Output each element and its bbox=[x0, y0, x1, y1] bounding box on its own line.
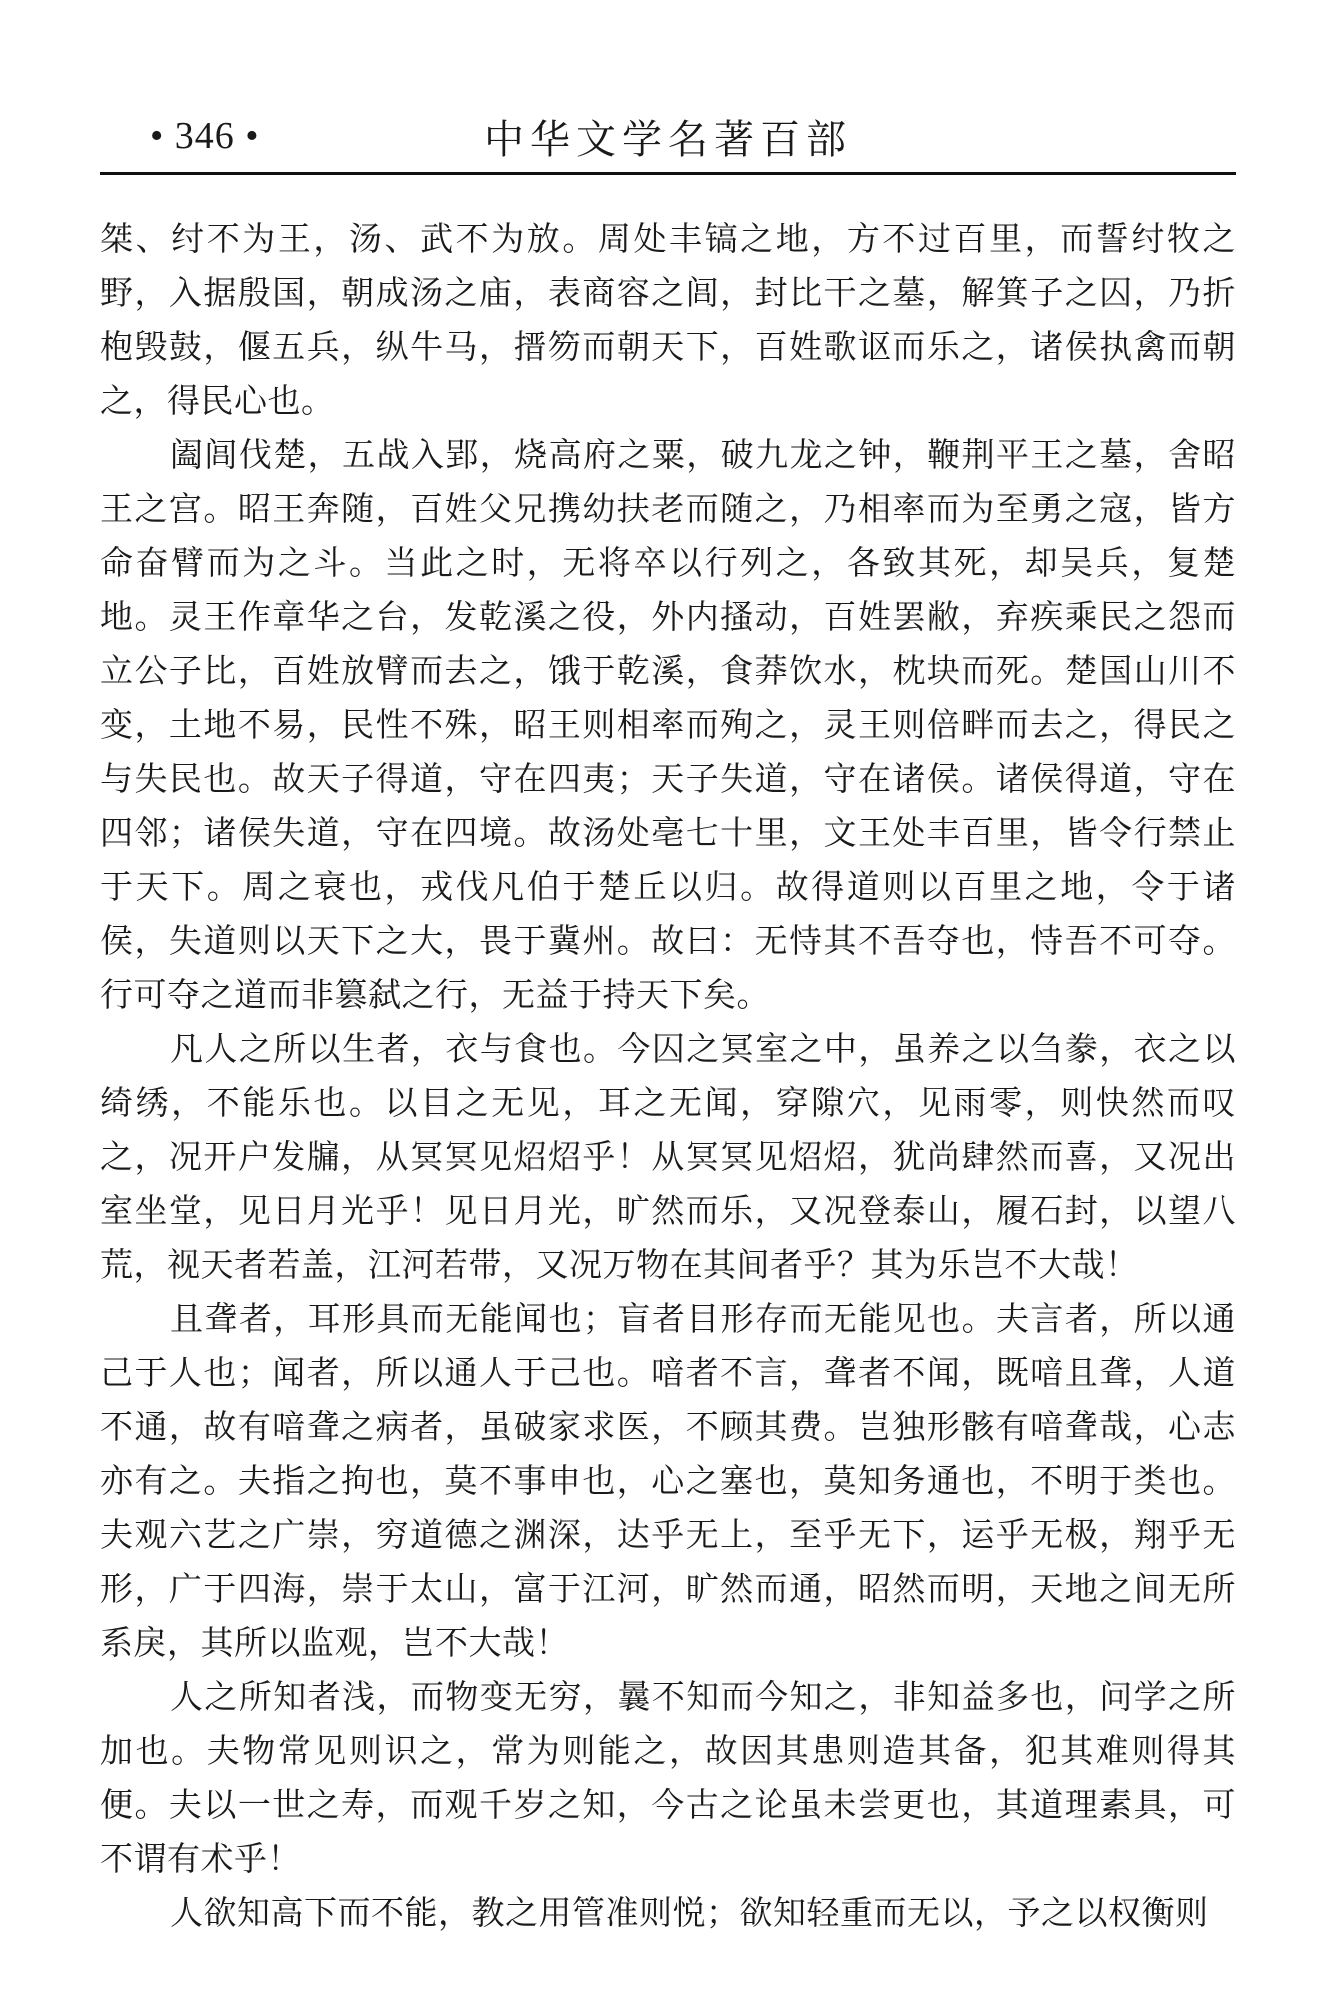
page-number: • 346 • bbox=[150, 115, 260, 157]
page-header bbox=[100, 108, 1236, 168]
header-rule bbox=[100, 172, 1236, 175]
body-text bbox=[100, 212, 1236, 1940]
paragraph: 桀、纣不为王，汤、武不为放。周处丰镐之地，方不过百里，而誓纣牧之野，入据殷国，朝成汤之庙，表商容之闾，封比干之墓，解箕子之囚，乃折枹毁鼓，偃五兵，纵牛马，搢笏而朝天下，百姓歌讴而乐之，诸侯执禽而朝之，得民心也。 bbox=[100, 219, 1236, 420]
paragraph: 且聋者，耳形具而无能闻也；盲者目形存而无能见也。夫言者，所以通己于人也；闻者，所以通人于己也。喑者不言，聋者不闻，既喑且聋，人道不通，故有喑聋之病者，虽破家求医，不顾其费。岂独形骸有喑聋哉，心志亦有之。夫指之拘也，莫不事申也，心之塞也，莫知务通也，不明于类也。夫观六艺之广崇，穷道德之渊深，达乎无上，至乎无下，运乎无极，翔乎无形，广于四海，崇于太山，富于江河，旷然而通，昭然而明，天地之间无所系戾，其所以监观，岂不大哉！ bbox=[100, 1299, 1236, 1662]
paragraph: 人欲知高下而不能，教之用管准则悦；欲知轻重而无以，予之以权衡则 bbox=[170, 1893, 1209, 1932]
book-title: 中华文学名著百部 bbox=[484, 117, 852, 163]
paragraph: 阖闾伐楚，五战入郢，烧高府之粟，破九龙之钟，鞭荆平王之墓，舍昭王之宫。昭王奔随，百姓父兄携幼扶老而随之，乃相率而为至勇之寇，皆方命奋臂而为之斗。当此之时，无将卒以行列之，各致其死，却吴兵，复楚地。灵王作章华之台，发乾溪之役，外内搔动，百姓罢敝，弃疾乘民之怨而立公子比，百姓放臂而去之，饿于乾溪，食莽饮水，枕块而死。楚国山川不变，土地不易，民性不殊，昭王则相率而殉之，灵王则倍畔而去之，得民之与失民也。故天子得道，守在四夷；天子失道，守在诸侯。诸侯得道，守在四邻；诸侯失道，守在四境。故汤处亳七十里，文王处丰百里，皆令行禁止于天下。周之衰也，戎伐凡伯于楚丘以归。故得道则以百里之地，令于诸侯，失道则以天下之大，畏于冀州。故曰：无恃其不吾夺也，恃吾不可夺。行可夺之道而非篡弑之行，无益于持天下矣。 bbox=[100, 435, 1236, 1014]
paragraph: 凡人之所以生者，衣与食也。今囚之冥室之中，虽养之以刍豢，衣之以绮绣，不能乐也。以目之无见，耳之无闻，穿隙穴，见雨零，则快然而叹之，况开户发牖，从冥冥见炤炤乎！从冥冥见炤炤，犹尚肆然而喜，又况出室坐堂，见日月光乎！见日月光，旷然而乐，又况登泰山，履石封，以望八荒，视天者若盖，江河若带，又况万物在其间者乎？其为乐岂不大哉！ bbox=[100, 1029, 1236, 1284]
paragraph: 人之所知者浅，而物变无穷，曩不知而今知之，非知益多也，问学之所加也。夫物常见则识之，常为则能之，故因其患则造其备，犯其难则得其便。夫以一世之寿，而观千岁之知，今古之论虽未尝更也，其道理素具，可不谓有术乎！ bbox=[100, 1677, 1236, 1878]
